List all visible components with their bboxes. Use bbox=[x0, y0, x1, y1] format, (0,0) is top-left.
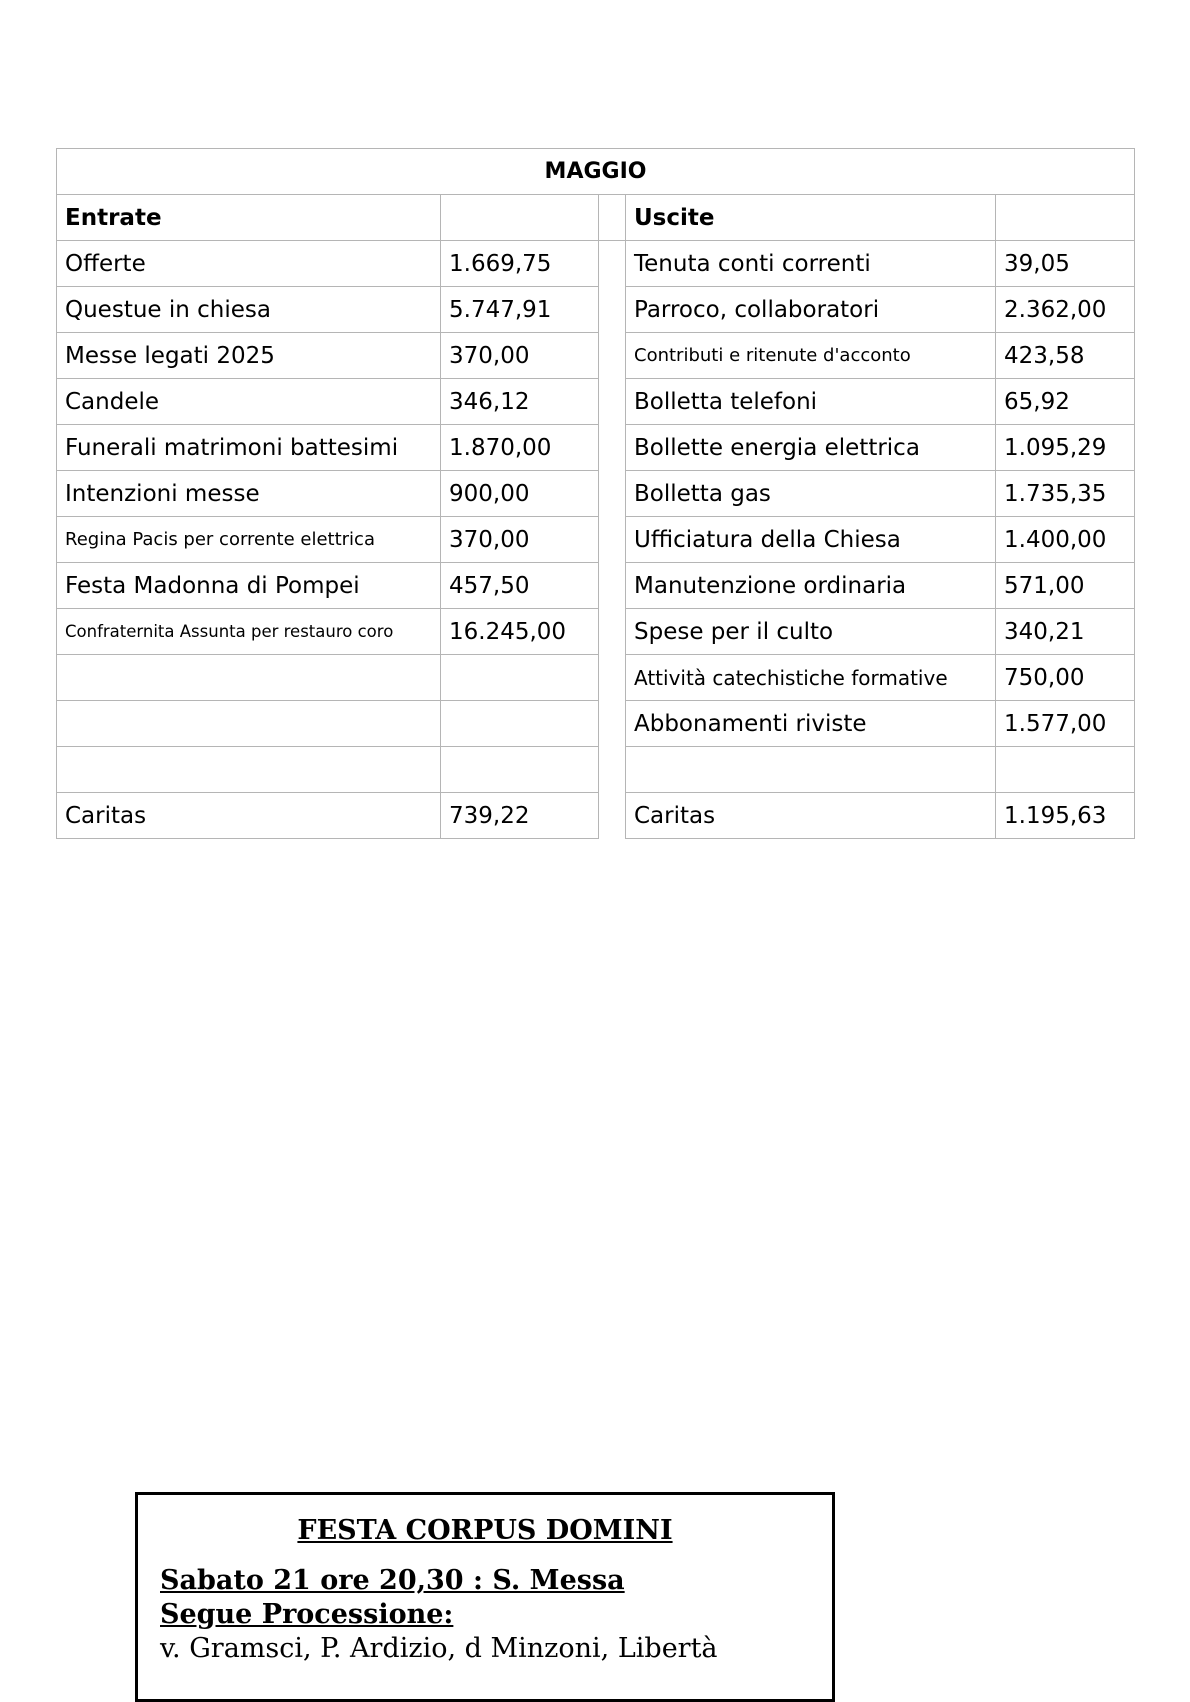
table-row bbox=[57, 793, 1135, 839]
entrata-value bbox=[441, 747, 599, 793]
uscita-value: 750,00 bbox=[996, 655, 1135, 701]
uscita-label: Contributi e ritenute d'acconto bbox=[626, 333, 996, 379]
table-row bbox=[57, 517, 1135, 563]
uscita-value bbox=[996, 747, 1135, 793]
table-row bbox=[57, 471, 1135, 517]
entrata-label bbox=[57, 747, 441, 793]
uscita-label: Ufficiatura della Chiesa bbox=[626, 517, 996, 563]
column-gap bbox=[599, 609, 626, 655]
entrata-label: Regina Pacis per corrente elettrica bbox=[57, 517, 441, 563]
column-gap bbox=[599, 333, 626, 379]
table-row bbox=[57, 563, 1135, 609]
table-row bbox=[57, 379, 1135, 425]
uscita-value: 39,05 bbox=[996, 241, 1135, 287]
entrata-value: 739,22 bbox=[441, 793, 599, 839]
uscita-value: 1.735,35 bbox=[996, 471, 1135, 517]
entrata-label bbox=[57, 701, 441, 747]
notice-box bbox=[135, 1492, 835, 1702]
entrate-header-value bbox=[441, 195, 599, 241]
table-title-row bbox=[57, 149, 1135, 195]
column-gap bbox=[599, 471, 626, 517]
entrata-value: 5.747,91 bbox=[441, 287, 599, 333]
entrata-value: 16.245,00 bbox=[441, 609, 599, 655]
uscita-label: Bollette energia elettrica bbox=[626, 425, 996, 471]
notice-title: FESTA CORPUS DOMINI bbox=[297, 1515, 673, 1546]
column-gap bbox=[599, 563, 626, 609]
uscita-label bbox=[626, 747, 996, 793]
uscita-value: 571,00 bbox=[996, 563, 1135, 609]
table-row bbox=[57, 287, 1135, 333]
uscita-value: 65,92 bbox=[996, 379, 1135, 425]
entrata-value: 346,12 bbox=[441, 379, 599, 425]
table-row bbox=[57, 747, 1135, 793]
column-gap bbox=[599, 701, 626, 747]
uscita-value: 2.362,00 bbox=[996, 287, 1135, 333]
entrata-label: Offerte bbox=[57, 241, 441, 287]
entrata-value: 370,00 bbox=[441, 517, 599, 563]
column-gap bbox=[599, 747, 626, 793]
entrata-value: 900,00 bbox=[441, 471, 599, 517]
entrata-label: Intenzioni messe bbox=[57, 471, 441, 517]
entrata-label bbox=[57, 655, 441, 701]
uscita-value: 340,21 bbox=[996, 609, 1135, 655]
notice-line-mass: Sabato 21 ore 20,30 : S. Messa bbox=[160, 1565, 625, 1596]
notice-line-procession: Segue Processione: bbox=[160, 1599, 454, 1630]
uscita-label: Caritas bbox=[626, 793, 996, 839]
entrata-value: 1.669,75 bbox=[441, 241, 599, 287]
uscita-label: Spese per il culto bbox=[626, 609, 996, 655]
uscita-label: Attività catechistiche formative bbox=[626, 655, 996, 701]
entrata-label: Festa Madonna di Pompei bbox=[57, 563, 441, 609]
uscite-header: Uscite bbox=[626, 195, 996, 241]
table-row bbox=[57, 425, 1135, 471]
entrata-label: Messe legati 2025 bbox=[57, 333, 441, 379]
uscita-label: Abbonamenti riviste bbox=[626, 701, 996, 747]
uscita-label: Tenuta conti correnti bbox=[626, 241, 996, 287]
table-header-row bbox=[57, 195, 1135, 241]
entrata-label: Questue in chiesa bbox=[57, 287, 441, 333]
notice-line-route: v. Gramsci, P. Ardizio, d Minzoni, Libertà bbox=[160, 1633, 718, 1664]
column-gap bbox=[599, 793, 626, 839]
table-row bbox=[57, 701, 1135, 747]
table-row bbox=[57, 609, 1135, 655]
uscita-label: Parroco, collaboratori bbox=[626, 287, 996, 333]
uscita-value: 1.095,29 bbox=[996, 425, 1135, 471]
column-gap bbox=[599, 379, 626, 425]
finance-table bbox=[56, 148, 1135, 839]
uscita-label: Manutenzione ordinaria bbox=[626, 563, 996, 609]
uscita-value: 423,58 bbox=[996, 333, 1135, 379]
table-row bbox=[57, 333, 1135, 379]
column-gap bbox=[599, 425, 626, 471]
entrata-value bbox=[441, 655, 599, 701]
table-title: MAGGIO bbox=[57, 149, 1135, 195]
entrata-label: Funerali matrimoni battesimi bbox=[57, 425, 441, 471]
column-gap bbox=[599, 241, 626, 287]
column-gap bbox=[599, 655, 626, 701]
entrata-label: Confraternita Assunta per restauro coro bbox=[57, 609, 441, 655]
entrata-value: 1.870,00 bbox=[441, 425, 599, 471]
column-gap bbox=[599, 517, 626, 563]
uscite-header-value bbox=[996, 195, 1135, 241]
uscita-value: 1.577,00 bbox=[996, 701, 1135, 747]
uscita-label: Bolletta telefoni bbox=[626, 379, 996, 425]
entrate-header: Entrate bbox=[57, 195, 441, 241]
uscita-value: 1.195,63 bbox=[996, 793, 1135, 839]
entrata-value: 457,50 bbox=[441, 563, 599, 609]
column-gap bbox=[599, 195, 626, 241]
entrata-value bbox=[441, 701, 599, 747]
column-gap bbox=[599, 287, 626, 333]
uscita-value: 1.400,00 bbox=[996, 517, 1135, 563]
table-row bbox=[57, 655, 1135, 701]
entrata-value: 370,00 bbox=[441, 333, 599, 379]
uscita-label: Bolletta gas bbox=[626, 471, 996, 517]
entrata-label: Candele bbox=[57, 379, 441, 425]
table-row bbox=[57, 241, 1135, 287]
entrata-label: Caritas bbox=[57, 793, 441, 839]
